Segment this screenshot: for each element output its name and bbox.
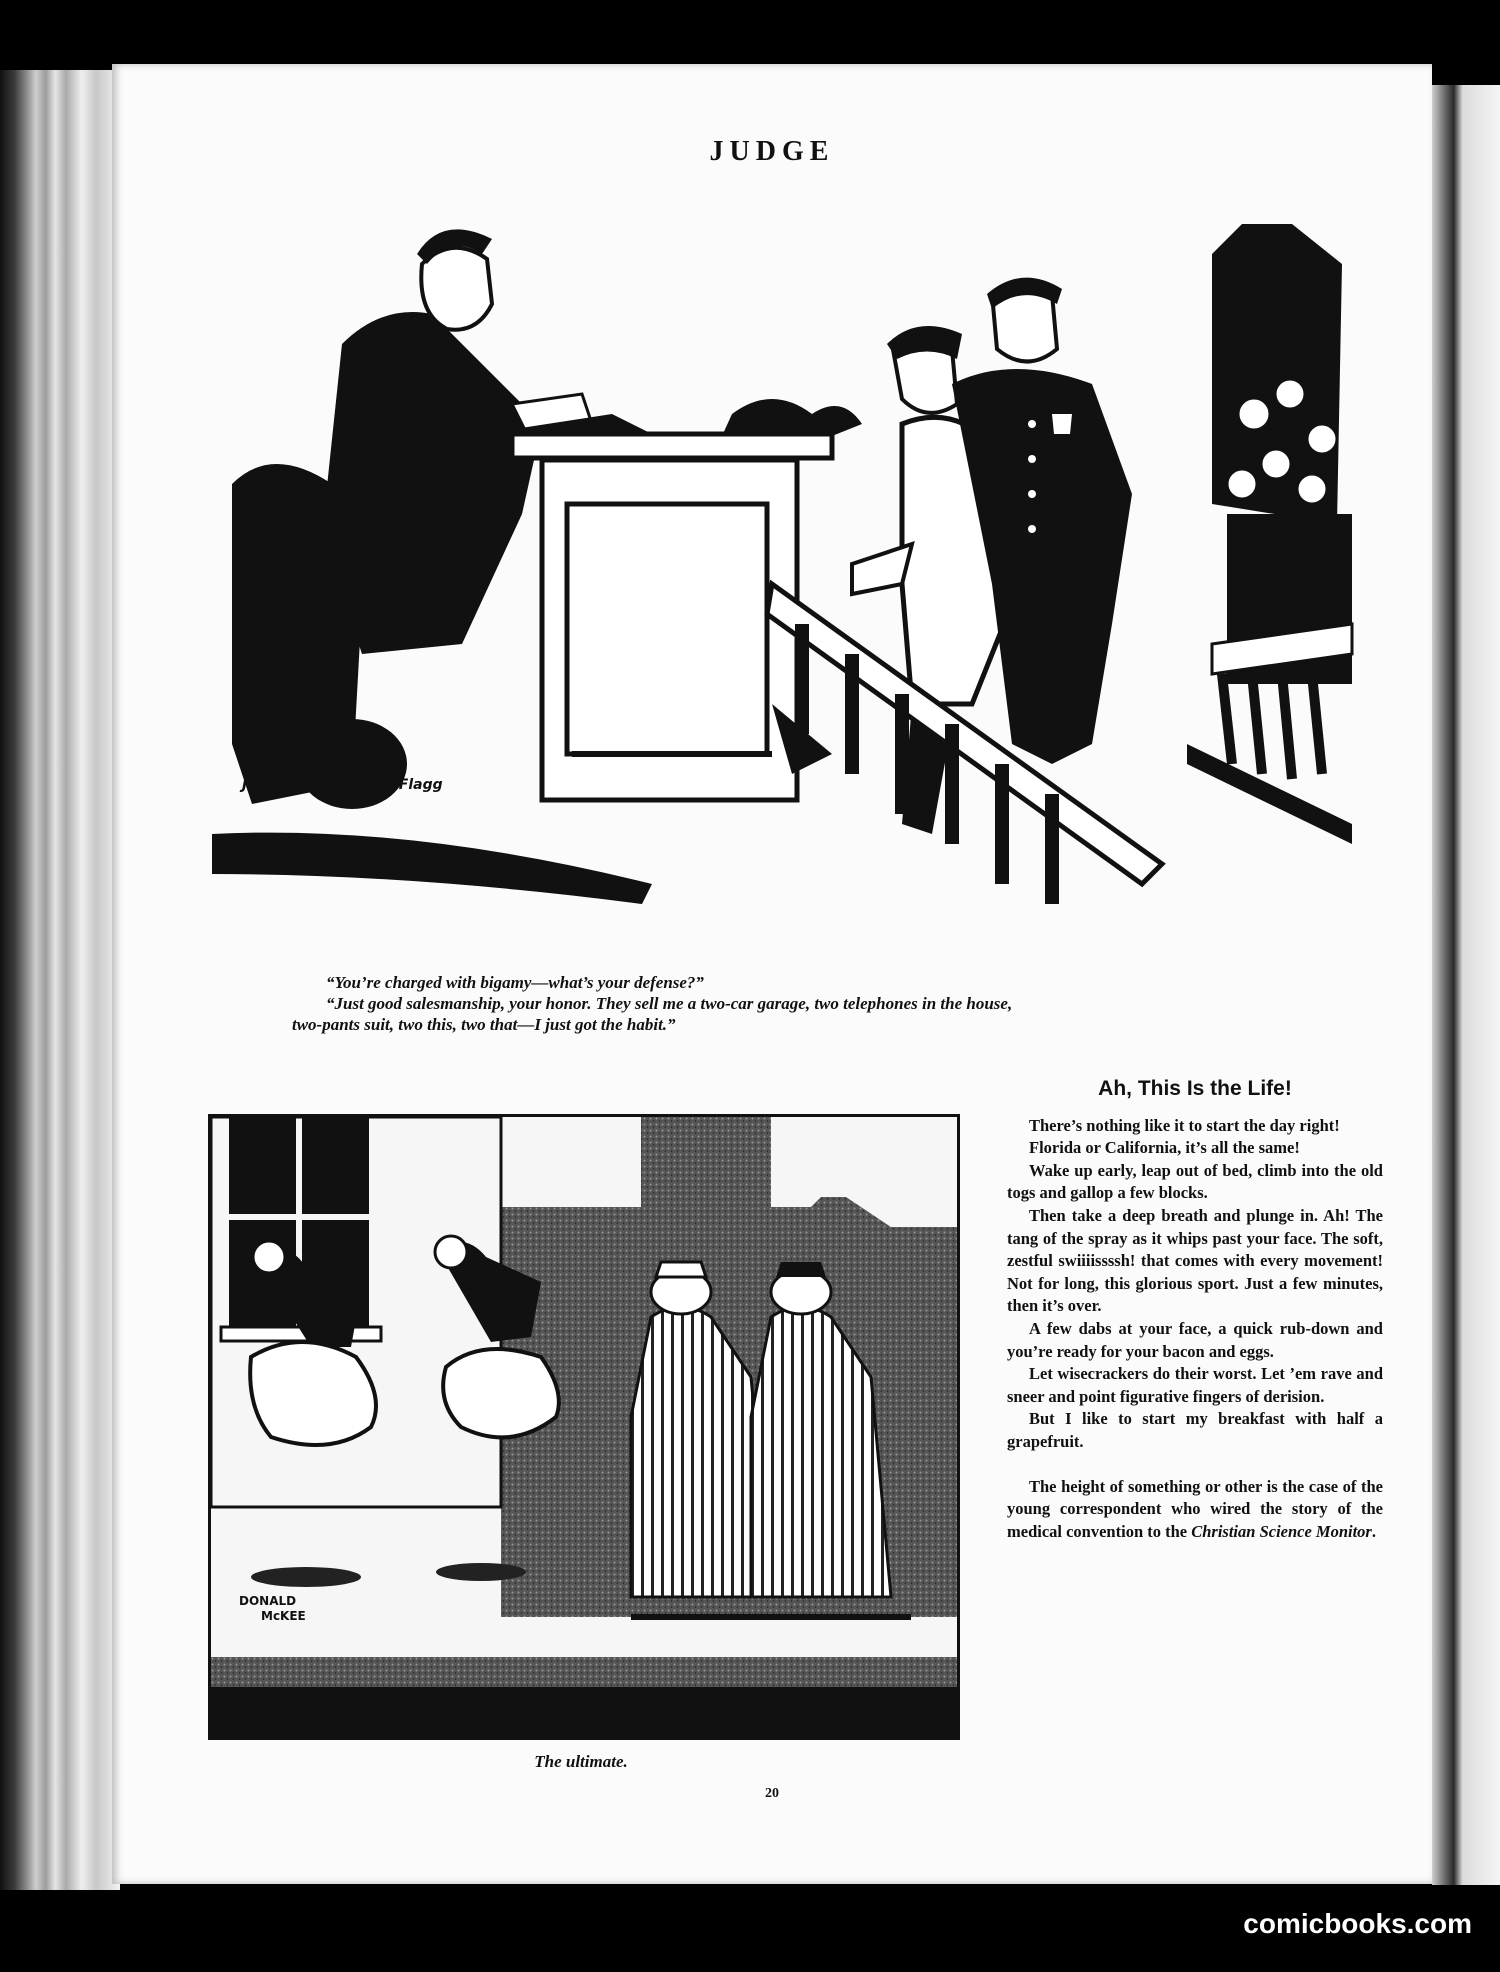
- puddles: [251, 1563, 526, 1587]
- cartoon1-signature: James Montgomery Flagg: [242, 777, 443, 793]
- cartoon2-signature-line1: DONALD: [239, 1594, 297, 1608]
- caption-line-2: “Just good salesmanship, your honor. They sell me a two-car garage, two telephones in the house,: [326, 994, 1013, 1013]
- caption-line-1: “You’re charged with bigamy—what’s your defense?”: [326, 973, 704, 992]
- gallery-crowd: [1187, 224, 1352, 844]
- book-page-edges: [0, 70, 120, 1890]
- street-cartoon: [208, 1114, 960, 1740]
- note-publication: Christian Science Monitor: [1191, 1521, 1372, 1541]
- article-paragraph: Wake up early, leap out of bed, climb into the old togs and gallop a few blocks.: [1007, 1160, 1383, 1203]
- article-paragraph: But I like to start my breakfast with half a grapefruit.: [1007, 1409, 1383, 1451]
- note-end: .: [1371, 1521, 1376, 1541]
- article-paragraph: Florida or California, it’s all the same!: [1029, 1138, 1300, 1158]
- article-paragraph: A few dabs at your face, a quick rub-down and you’re ready for your bacon and eggs.: [1007, 1318, 1383, 1361]
- cartoon1-caption: [292, 972, 1422, 1035]
- note-text: The height of something or other is the case of the young correspondent who wired the story of the medical convention to the: [1007, 1476, 1383, 1541]
- caption-line-3: two-pants suit, two this, two that—I just got the habit.”: [292, 1015, 676, 1034]
- article-paragraph: Then take a deep breath and plunge in. Ah! The tang of the spray as it whips past your face. The soft, zestful swiiiissssh! that comes with every movement! Not for long, this glorious sport. Just a few minutes, then it’s over.: [1007, 1205, 1383, 1316]
- article-paragraph: There’s nothing like it to start the day right!: [1029, 1115, 1340, 1135]
- book-right-edge: [1432, 85, 1500, 1885]
- cartoon2-signature-line2: McKEE: [261, 1609, 306, 1623]
- article-paragraph: Let wisecrackers do their worst. Let ’em rave and sneer and point figurative fingers of derision.: [1007, 1364, 1383, 1406]
- cartoon2-caption: The ultimate.: [534, 1752, 628, 1771]
- page-number: 20: [765, 1786, 779, 1801]
- watermark: comicbooks.com: [1243, 1908, 1472, 1939]
- article-title: Ah, This Is the Life!: [1098, 1077, 1292, 1100]
- courtroom-cartoon: [212, 184, 1392, 984]
- sidewalk: [211, 1657, 957, 1737]
- article: [1007, 1078, 1383, 1543]
- masthead: JUDGE: [709, 136, 835, 167]
- article-note: [1007, 1476, 1383, 1544]
- magazine-page: [112, 64, 1432, 1884]
